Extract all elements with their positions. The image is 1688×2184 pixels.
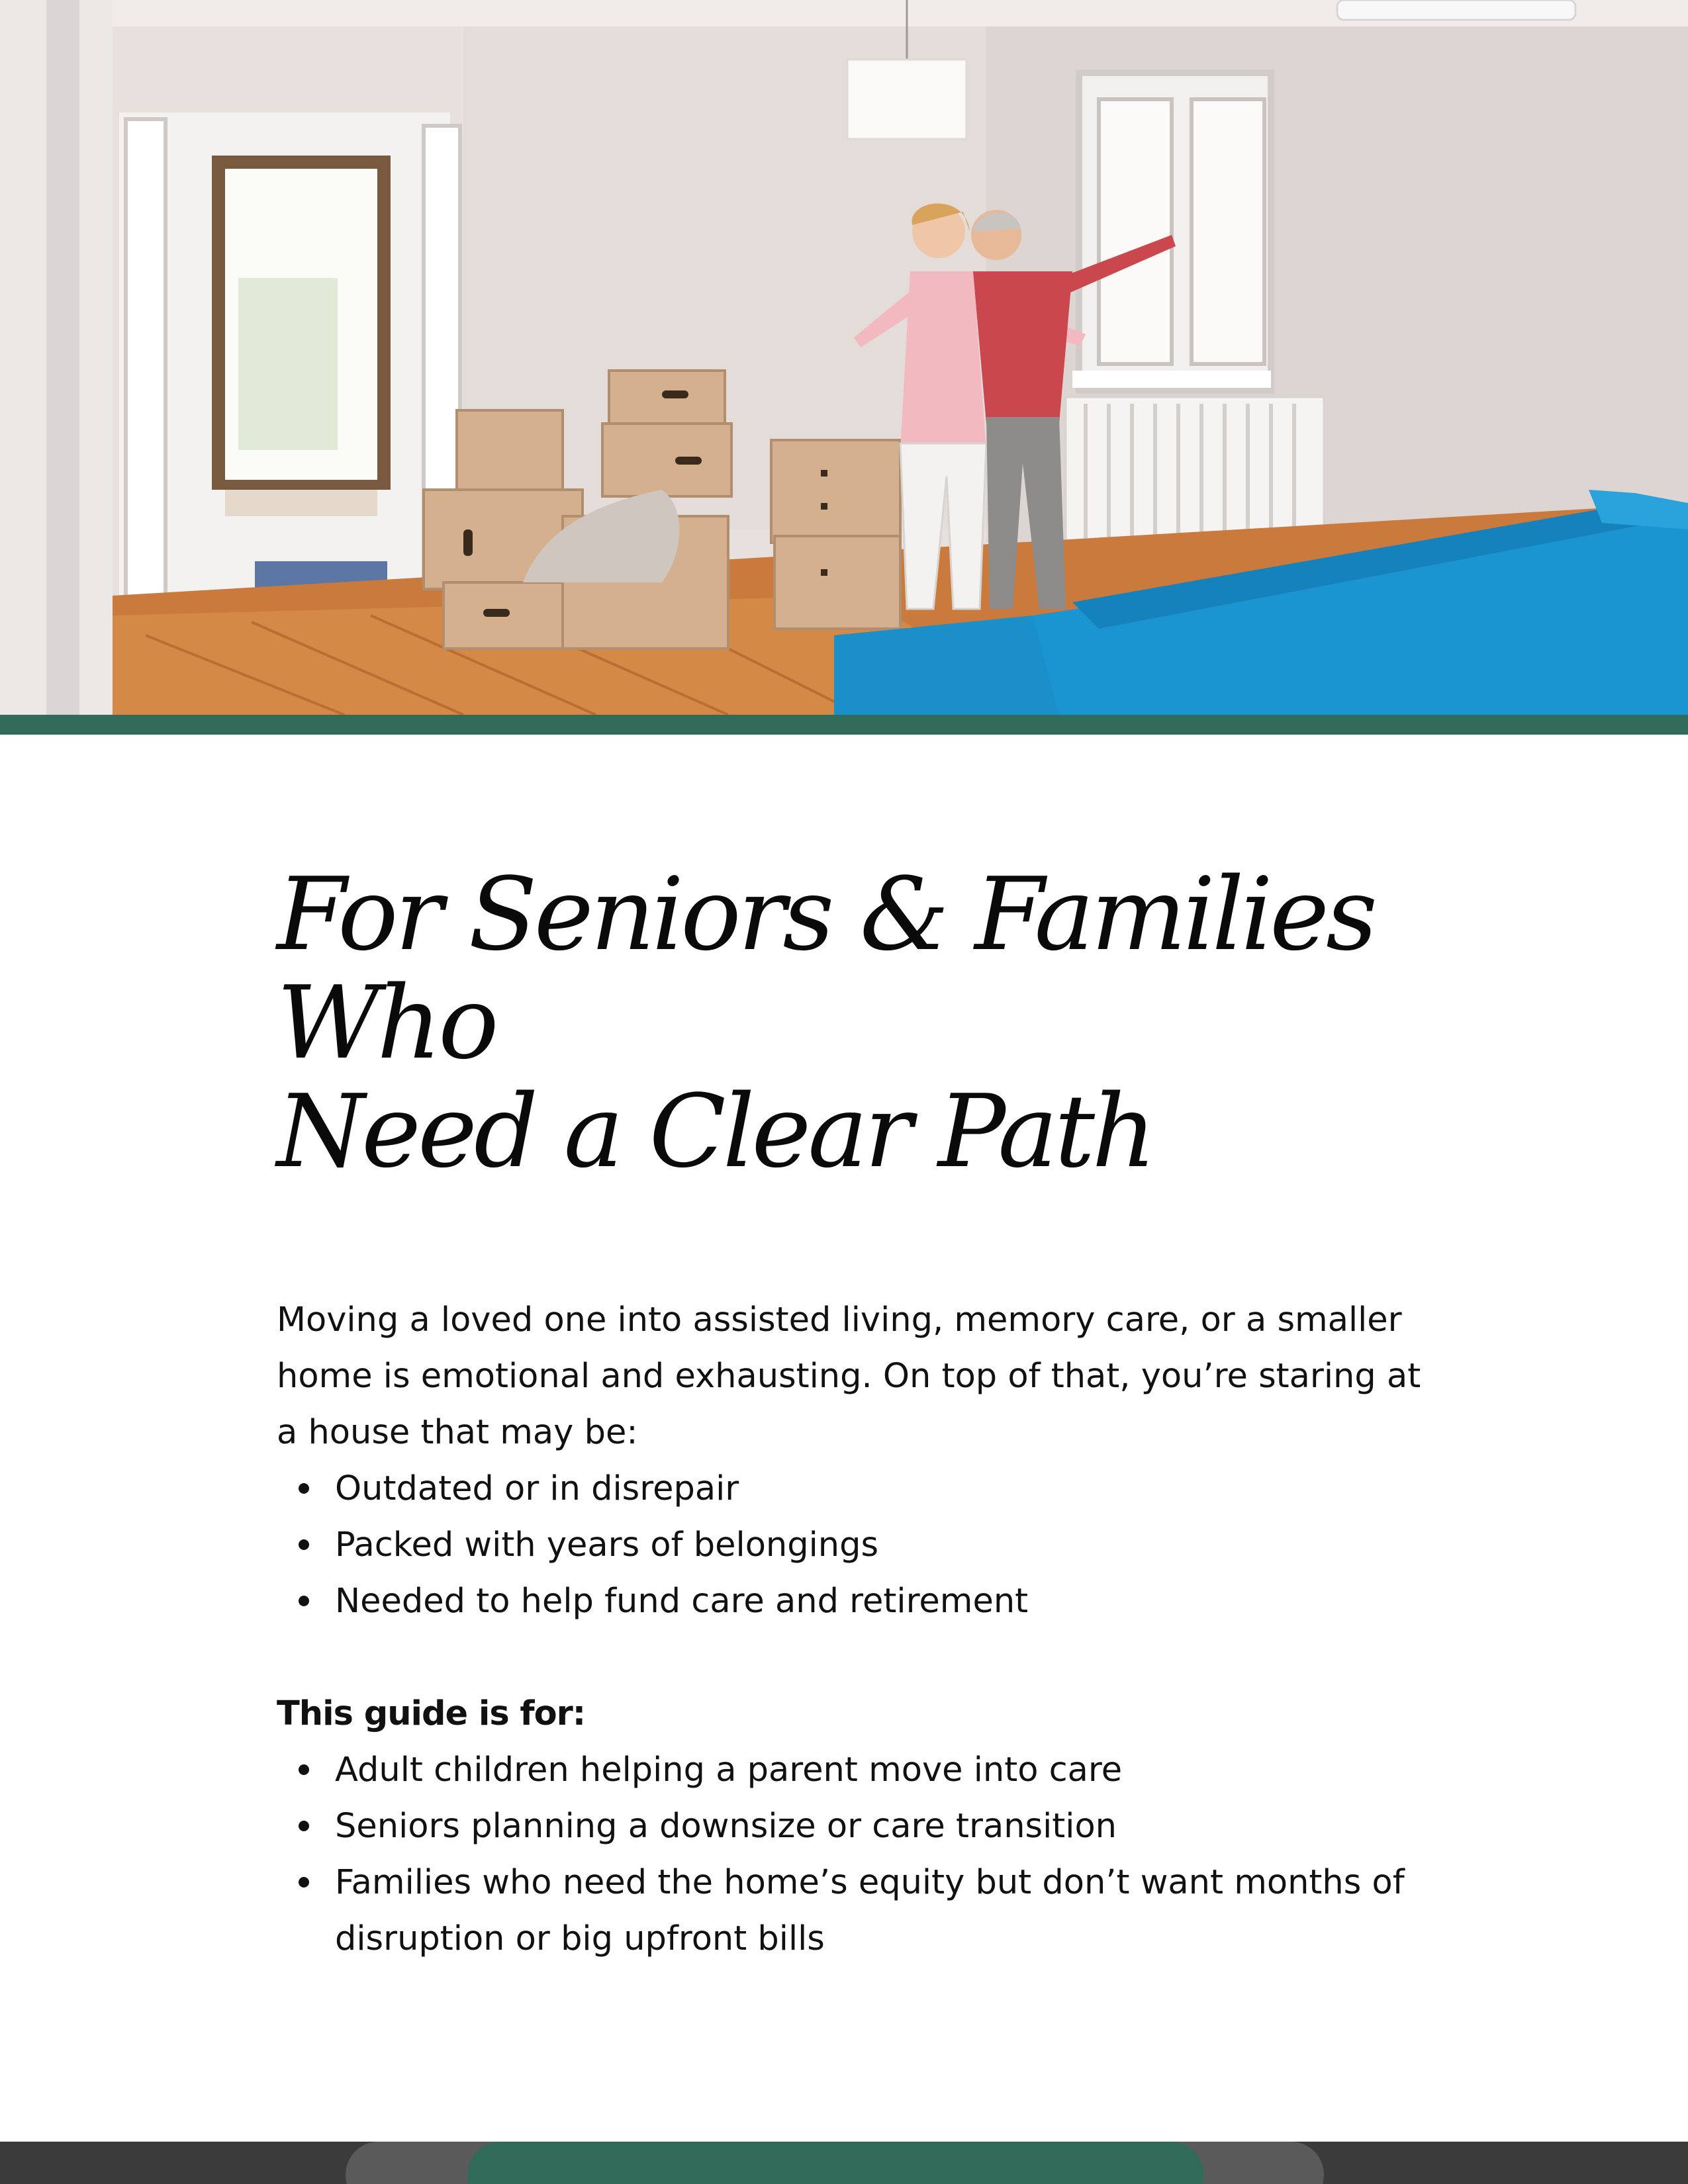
accent-band: [0, 715, 1688, 735]
bullet-icon: [299, 1764, 309, 1775]
footer-pill-inner[interactable]: [467, 2142, 1203, 2184]
list-item: Seniors planning a downsize or care transition: [277, 1798, 1468, 1854]
list-item: Needed to help fund care and retirement: [277, 1573, 1468, 1629]
bullet-icon: [299, 1483, 309, 1494]
main-content: [277, 856, 1468, 1967]
title-line-2: Need a Clear Path: [277, 1073, 1153, 1190]
footer-bar: [0, 2142, 1688, 2184]
bullet-icon: [299, 1877, 309, 1888]
house-issues-list: [277, 1461, 1468, 1629]
bullet-icon: [299, 1539, 309, 1550]
intro-paragraph: Moving a loved one into assisted living, memory care, or a smaller home is emotional and exhausting. On top of that, you’re staring at a house that may be:: [277, 1300, 1421, 1452]
bullet-icon: [299, 1821, 309, 1831]
audience-list: [277, 1742, 1468, 1967]
list-item: Outdated or in disrepair: [277, 1461, 1468, 1517]
audience-heading: This guide is for:: [277, 1694, 586, 1733]
room-photo: [0, 0, 1688, 715]
title-line-1: For Seniors & Families Who: [277, 856, 1375, 1081]
list-item: Adult children helping a parent move into care: [277, 1742, 1468, 1798]
list-item: Packed with years of belongings: [277, 1517, 1468, 1573]
hero-image: [0, 0, 1688, 715]
bullet-icon: [299, 1596, 309, 1606]
page-title: [277, 856, 1468, 1190]
list-item: Families who need the home’s equity but don’t want months of disruption or big upfront bills: [277, 1854, 1468, 1967]
